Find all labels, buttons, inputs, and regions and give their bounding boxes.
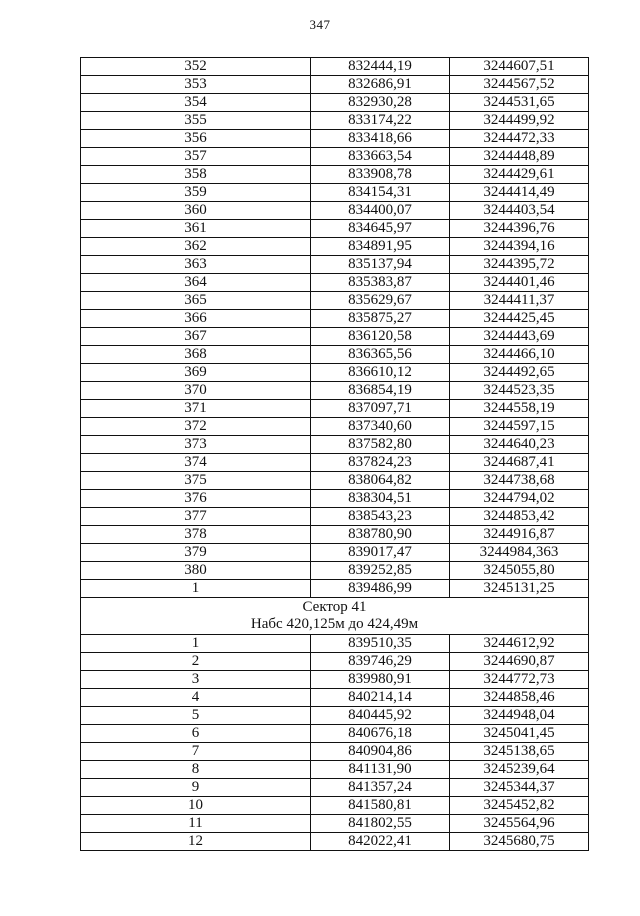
point-number-cell: 353 [81, 76, 311, 94]
y-coordinate-cell: 3244401,46 [450, 274, 589, 292]
y-coordinate-cell: 3244597,15 [450, 418, 589, 436]
x-coordinate-cell: 835875,27 [311, 310, 450, 328]
x-coordinate-cell: 839980,91 [311, 671, 450, 689]
y-coordinate-cell: 3244607,51 [450, 58, 589, 76]
point-number-cell: 11 [81, 815, 311, 833]
point-number-cell: 8 [81, 761, 311, 779]
coordinates-table [80, 57, 589, 851]
y-coordinate-cell: 3245680,75 [450, 833, 589, 851]
y-coordinate-cell: 3244690,87 [450, 653, 589, 671]
sector-header-body [81, 598, 589, 635]
y-coordinate-cell: 3245055,80 [450, 562, 589, 580]
point-number-cell: 376 [81, 490, 311, 508]
point-number-cell: 373 [81, 436, 311, 454]
point-number-cell: 355 [81, 112, 311, 130]
y-coordinate-cell: 3244448,89 [450, 148, 589, 166]
x-coordinate-cell: 839510,35 [311, 635, 450, 653]
table-row [81, 490, 589, 508]
point-number-cell: 9 [81, 779, 311, 797]
table-row [81, 544, 589, 562]
x-coordinate-cell: 835383,87 [311, 274, 450, 292]
table-row [81, 436, 589, 454]
table-row [81, 238, 589, 256]
y-coordinate-cell: 3244948,04 [450, 707, 589, 725]
x-coordinate-cell: 837824,23 [311, 454, 450, 472]
point-number-cell: 5 [81, 707, 311, 725]
point-number-cell: 372 [81, 418, 311, 436]
table-row [81, 508, 589, 526]
point-number-cell: 374 [81, 454, 311, 472]
x-coordinate-cell: 841357,24 [311, 779, 450, 797]
x-coordinate-cell: 833418,66 [311, 130, 450, 148]
y-coordinate-cell: 3245564,96 [450, 815, 589, 833]
point-number-cell: 1 [81, 580, 311, 598]
x-coordinate-cell: 836610,12 [311, 364, 450, 382]
table-row [81, 148, 589, 166]
table-row [81, 400, 589, 418]
x-coordinate-cell: 836120,58 [311, 328, 450, 346]
table-row [81, 472, 589, 490]
y-coordinate-cell: 3245041,45 [450, 725, 589, 743]
point-number-cell: 365 [81, 292, 311, 310]
table-row [81, 707, 589, 725]
sector-title: Сектор 41 [302, 599, 367, 615]
x-coordinate-cell: 840214,14 [311, 689, 450, 707]
y-coordinate-cell: 3244794,02 [450, 490, 589, 508]
table-row [81, 815, 589, 833]
y-coordinate-cell: 3244492,65 [450, 364, 589, 382]
table-row [81, 130, 589, 148]
y-coordinate-cell: 3244429,61 [450, 166, 589, 184]
y-coordinate-cell: 3244394,16 [450, 238, 589, 256]
y-coordinate-cell: 3244425,45 [450, 310, 589, 328]
y-coordinate-cell: 3244395,72 [450, 256, 589, 274]
x-coordinate-cell: 838304,51 [311, 490, 450, 508]
table-row [81, 635, 589, 653]
point-number-cell: 354 [81, 94, 311, 112]
table-row [81, 202, 589, 220]
table-row [81, 328, 589, 346]
table-row [81, 292, 589, 310]
y-coordinate-cell: 3244687,41 [450, 454, 589, 472]
x-coordinate-cell: 836854,19 [311, 382, 450, 400]
point-number-cell: 380 [81, 562, 311, 580]
x-coordinate-cell: 839017,47 [311, 544, 450, 562]
point-number-cell: 1 [81, 635, 311, 653]
x-coordinate-cell: 838064,82 [311, 472, 450, 490]
y-coordinate-cell: 3245452,82 [450, 797, 589, 815]
point-number-cell: 359 [81, 184, 311, 202]
point-number-cell: 367 [81, 328, 311, 346]
point-number-cell: 362 [81, 238, 311, 256]
y-coordinate-cell: 3244858,46 [450, 689, 589, 707]
table-row [81, 761, 589, 779]
table-row [81, 58, 589, 76]
y-coordinate-cell: 3245131,25 [450, 580, 589, 598]
point-number-cell: 366 [81, 310, 311, 328]
point-number-cell: 3 [81, 671, 311, 689]
y-coordinate-cell: 3244853,42 [450, 508, 589, 526]
point-number-cell: 377 [81, 508, 311, 526]
x-coordinate-cell: 837582,80 [311, 436, 450, 454]
y-coordinate-cell: 3245138,65 [450, 743, 589, 761]
point-number-cell: 358 [81, 166, 311, 184]
table-row [81, 382, 589, 400]
x-coordinate-cell: 832930,28 [311, 94, 450, 112]
point-number-cell: 12 [81, 833, 311, 851]
x-coordinate-cell: 834645,97 [311, 220, 450, 238]
x-coordinate-cell: 840445,92 [311, 707, 450, 725]
table-row [81, 454, 589, 472]
point-number-cell: 352 [81, 58, 311, 76]
table-row [81, 797, 589, 815]
table-row [81, 418, 589, 436]
point-number-cell: 370 [81, 382, 311, 400]
x-coordinate-cell: 838780,90 [311, 526, 450, 544]
y-coordinate-cell: 3244403,54 [450, 202, 589, 220]
y-coordinate-cell: 3245239,64 [450, 761, 589, 779]
table-row [81, 112, 589, 130]
x-coordinate-cell: 839746,29 [311, 653, 450, 671]
table-row [81, 653, 589, 671]
x-coordinate-cell: 841580,81 [311, 797, 450, 815]
point-number-cell: 2 [81, 653, 311, 671]
point-number-cell: 368 [81, 346, 311, 364]
sector-header [81, 598, 589, 635]
sector-subtitle: Набс 420,125м до 424,49м [250, 616, 419, 632]
y-coordinate-cell: 3244558,19 [450, 400, 589, 418]
x-coordinate-cell: 832444,19 [311, 58, 450, 76]
y-coordinate-cell: 3244916,87 [450, 526, 589, 544]
sector-header-row [81, 598, 589, 635]
point-number-cell: 361 [81, 220, 311, 238]
x-coordinate-cell: 832686,91 [311, 76, 450, 94]
x-coordinate-cell: 835137,94 [311, 256, 450, 274]
table-row [81, 671, 589, 689]
table-row [81, 184, 589, 202]
table-row [81, 166, 589, 184]
point-number-cell: 7 [81, 743, 311, 761]
table-row [81, 562, 589, 580]
point-number-cell: 378 [81, 526, 311, 544]
table-row [81, 580, 589, 598]
point-number-cell: 371 [81, 400, 311, 418]
point-number-cell: 6 [81, 725, 311, 743]
x-coordinate-cell: 839252,85 [311, 562, 450, 580]
x-coordinate-cell: 834891,95 [311, 238, 450, 256]
x-coordinate-cell: 834154,31 [311, 184, 450, 202]
table-row [81, 256, 589, 274]
point-number-cell: 357 [81, 148, 311, 166]
y-coordinate-cell: 3244411,37 [450, 292, 589, 310]
table-row [81, 346, 589, 364]
table-row [81, 220, 589, 238]
point-number-cell: 10 [81, 797, 311, 815]
table-body-after [81, 635, 589, 851]
x-coordinate-cell: 833174,22 [311, 112, 450, 130]
table-row [81, 833, 589, 851]
y-coordinate-cell: 3244567,52 [450, 76, 589, 94]
point-number-cell: 369 [81, 364, 311, 382]
table-body-before [81, 58, 589, 598]
point-number-cell: 379 [81, 544, 311, 562]
table-row [81, 725, 589, 743]
x-coordinate-cell: 838543,23 [311, 508, 450, 526]
x-coordinate-cell: 842022,41 [311, 833, 450, 851]
x-coordinate-cell: 836365,56 [311, 346, 450, 364]
y-coordinate-cell: 3244738,68 [450, 472, 589, 490]
table-row [81, 94, 589, 112]
y-coordinate-cell: 3244466,10 [450, 346, 589, 364]
y-coordinate-cell: 3244414,49 [450, 184, 589, 202]
x-coordinate-cell: 841802,55 [311, 815, 450, 833]
x-coordinate-cell: 837097,71 [311, 400, 450, 418]
page-number: 347 [309, 17, 331, 32]
y-coordinate-cell: 3244396,76 [450, 220, 589, 238]
y-coordinate-cell: 3244523,35 [450, 382, 589, 400]
x-coordinate-cell: 833663,54 [311, 148, 450, 166]
table-row [81, 364, 589, 382]
table-row [81, 689, 589, 707]
point-number-cell: 363 [81, 256, 311, 274]
x-coordinate-cell: 839486,99 [311, 580, 450, 598]
table-row [81, 274, 589, 292]
table-row [81, 743, 589, 761]
point-number-cell: 4 [81, 689, 311, 707]
y-coordinate-cell: 3244443,69 [450, 328, 589, 346]
y-coordinate-cell: 3244472,33 [450, 130, 589, 148]
x-coordinate-cell: 840904,86 [311, 743, 450, 761]
y-coordinate-cell: 3244640,23 [450, 436, 589, 454]
x-coordinate-cell: 833908,78 [311, 166, 450, 184]
table-row [81, 526, 589, 544]
y-coordinate-cell: 3244499,92 [450, 112, 589, 130]
point-number-cell: 360 [81, 202, 311, 220]
y-coordinate-cell: 3244531,65 [450, 94, 589, 112]
y-coordinate-cell: 3244612,92 [450, 635, 589, 653]
table-row [81, 76, 589, 94]
point-number-cell: 375 [81, 472, 311, 490]
y-coordinate-cell: 3244772,73 [450, 671, 589, 689]
y-coordinate-cell: 3245344,37 [450, 779, 589, 797]
table-row [81, 779, 589, 797]
x-coordinate-cell: 835629,67 [311, 292, 450, 310]
x-coordinate-cell: 834400,07 [311, 202, 450, 220]
x-coordinate-cell: 840676,18 [311, 725, 450, 743]
x-coordinate-cell: 841131,90 [311, 761, 450, 779]
x-coordinate-cell: 837340,60 [311, 418, 450, 436]
point-number-cell: 356 [81, 130, 311, 148]
table-row [81, 310, 589, 328]
y-coordinate-cell: 3244984,363 [450, 544, 589, 562]
point-number-cell: 364 [81, 274, 311, 292]
